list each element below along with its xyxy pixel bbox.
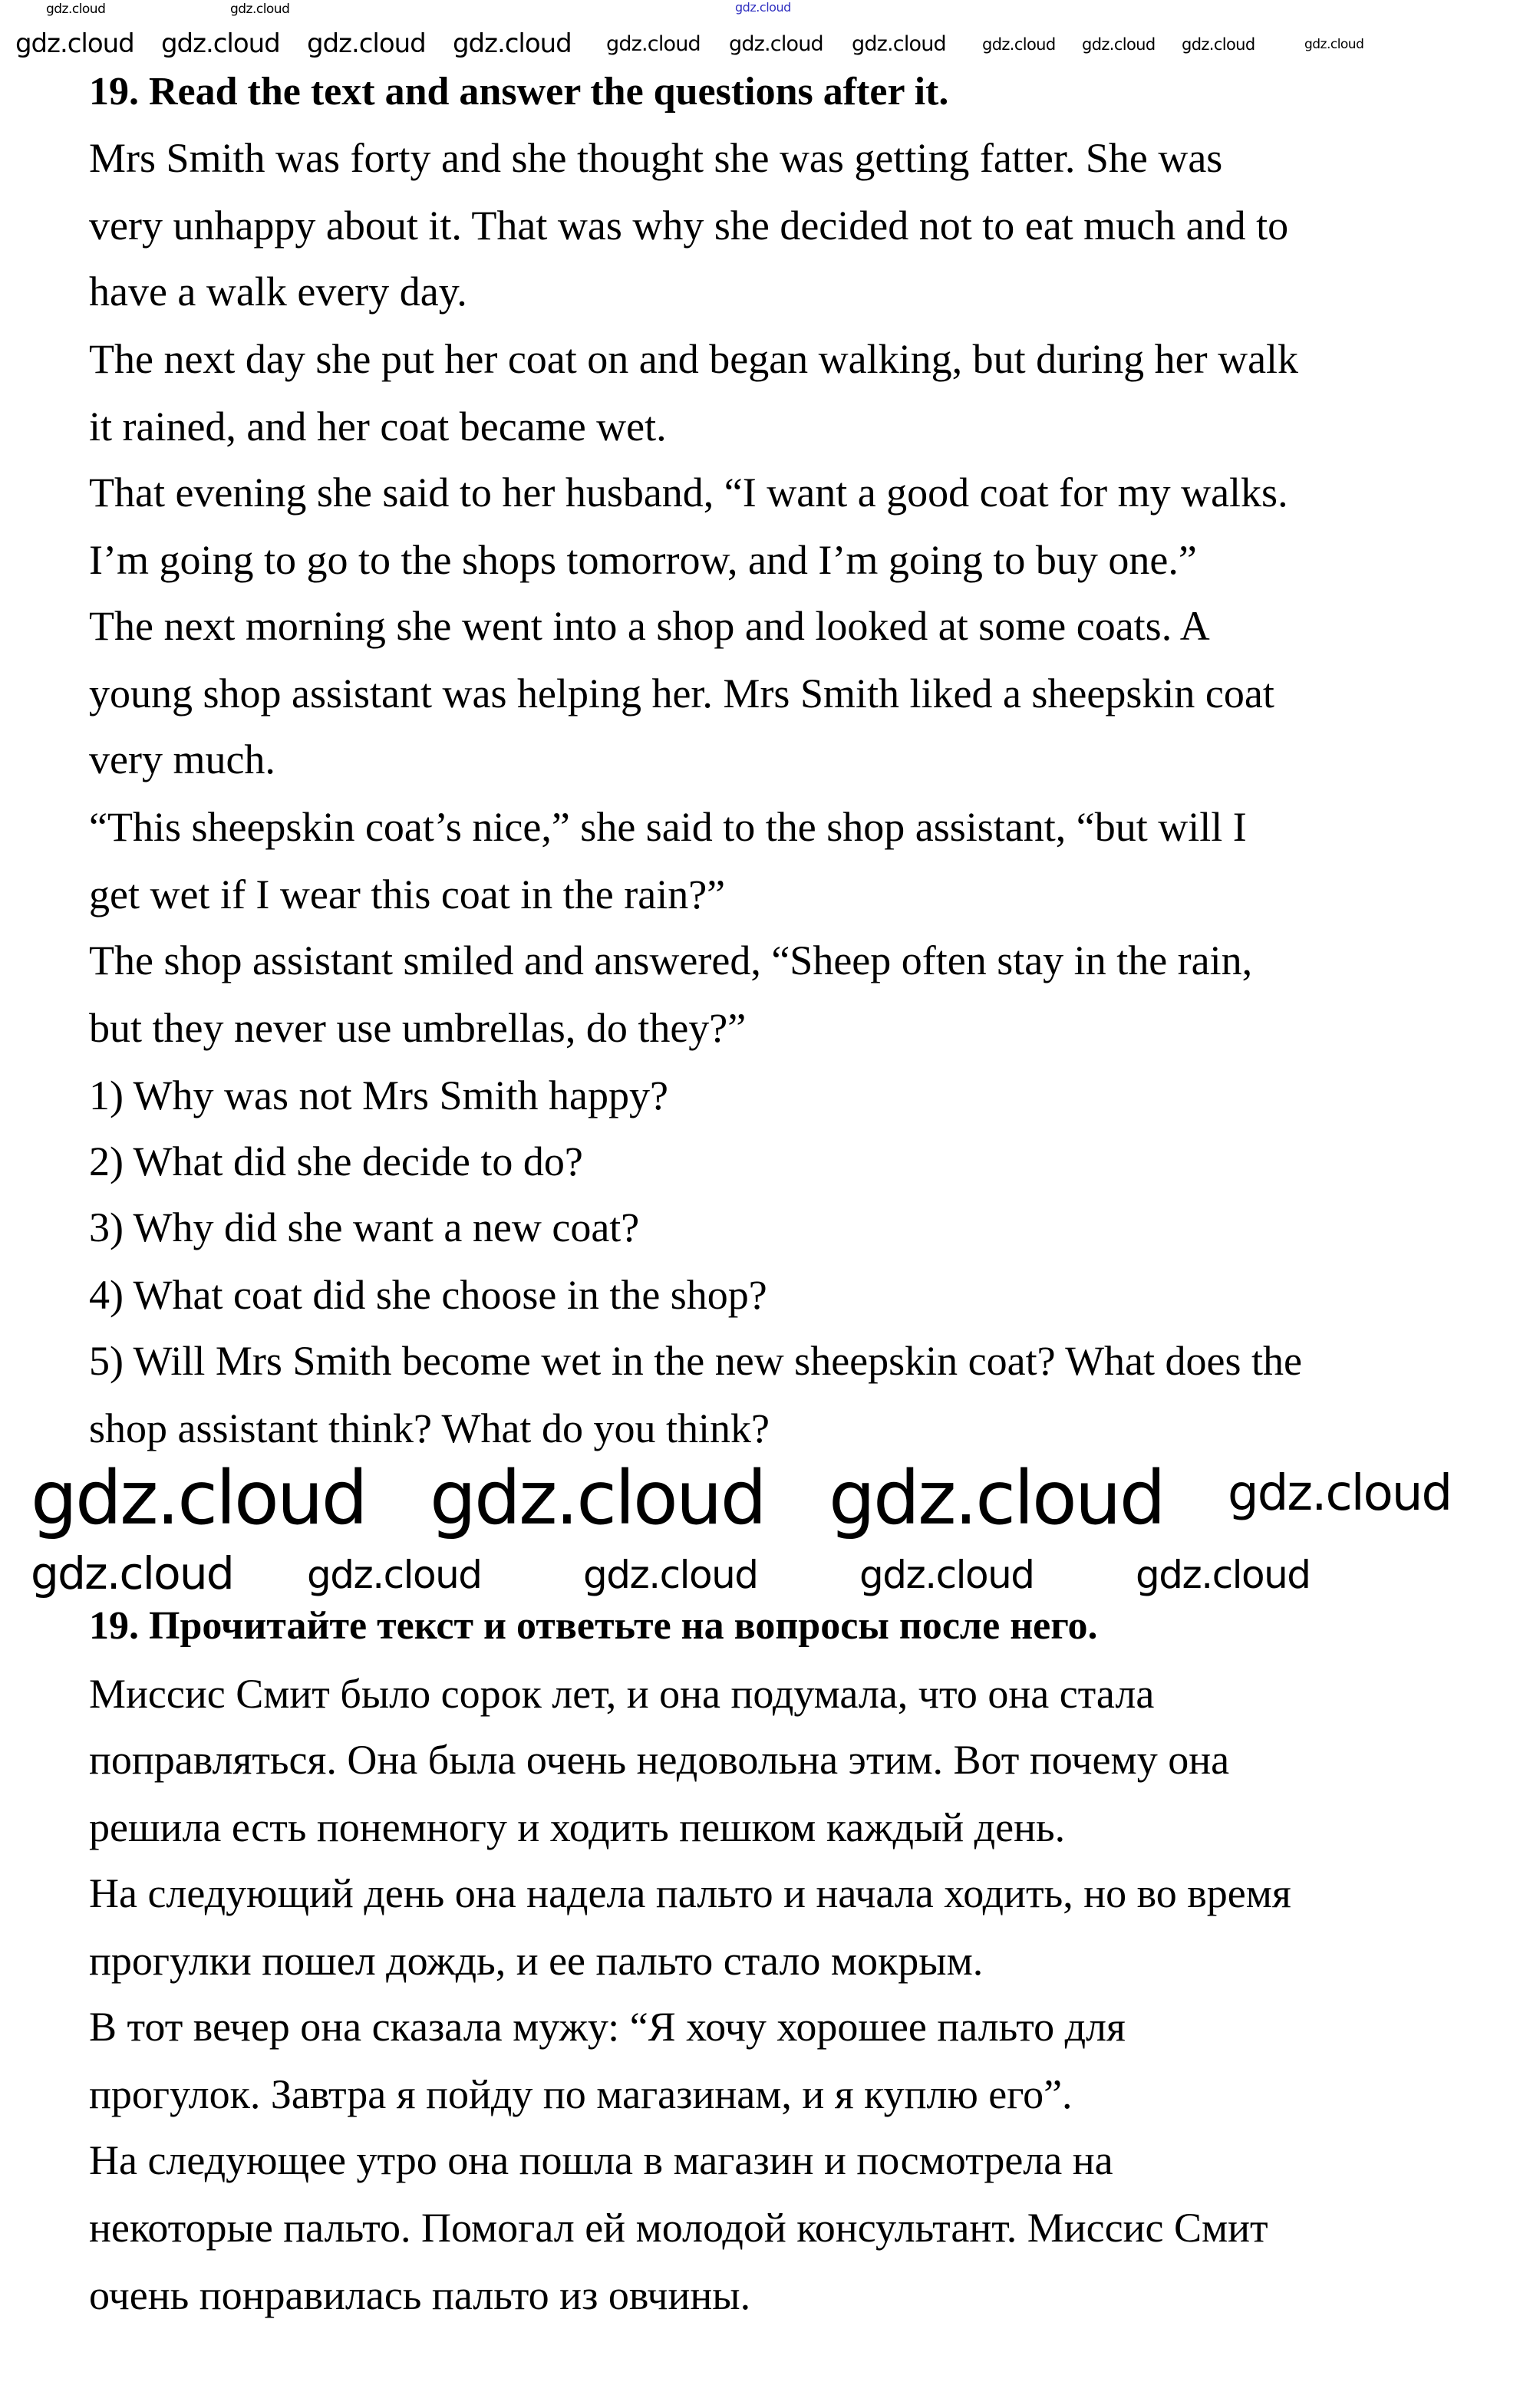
text-line: I’m going to go to the shops tomorrow, and I’m going to buy one.” [89, 537, 1197, 583]
watermark: gdz.cloud [161, 28, 280, 59]
text-line: решила есть понемногу и ходить пешком каждый день. [89, 1804, 1066, 1850]
text-line: The next day she put her coat on and began walking, but during her walk [89, 336, 1299, 382]
text-line: young shop assistant was helping her. Mrs Smith liked a sheepskin coat [89, 670, 1274, 716]
question-5: 5) Will Mrs Smith become wet in the new sheepskin coat? What does the [89, 1338, 1302, 1384]
watermark: gdz.cloud [15, 28, 134, 59]
watermark: gdz.cloud [1228, 1465, 1452, 1522]
watermark: gdz.cloud [1304, 37, 1364, 52]
exercise-title-translation: 19. Прочитайте текст и ответьте на вопросы после него. [89, 1604, 1098, 1648]
watermark: gdz.cloud [1082, 35, 1156, 54]
watermark: gdz.cloud [735, 0, 791, 15]
watermark: gdz.cloud [606, 32, 701, 56]
text-line: На следующее утро она пошла в магазин и посмотрела на [89, 2137, 1113, 2183]
watermark: gdz.cloud [852, 32, 946, 56]
text-line: На следующий день она надела пальто и начала ходить, но во время [89, 1870, 1291, 1916]
watermark: gdz.cloud [829, 1455, 1164, 1541]
text-line: shop assistant think? What do you think? [89, 1405, 770, 1451]
text-line: The shop assistant smiled and answered, “Sheep often stay in the rain, [89, 937, 1253, 983]
question-4: 4) What coat did she choose in the shop? [89, 1272, 767, 1318]
watermark: gdz.cloud [1136, 1553, 1311, 1597]
text-line: Mrs Smith was forty and she thought she was getting fatter. She was [89, 135, 1223, 181]
text-line: В тот вечер она сказала мужу: “Я хочу хорошее пальто для [89, 2004, 1126, 2050]
watermark: gdz.cloud [430, 1455, 765, 1541]
text-line: некоторые пальто. Помогал ей молодой консультант. Миссис Смит [89, 2205, 1268, 2251]
watermark: gdz.cloud [859, 1553, 1034, 1597]
watermark: gdz.cloud [453, 28, 572, 59]
text-line: Миссис Смит было сорок лет, и она подумала, что она стала [89, 1671, 1155, 1717]
watermark: gdz.cloud [583, 1553, 758, 1597]
text-line: get wet if I wear this coat in the rain?” [89, 871, 726, 917]
text-line: but they never use umbrellas, do they?” [89, 1005, 747, 1051]
exercise-title: 19. Read the text and answer the questions after it. [89, 70, 949, 114]
question-1: 1) Why was not Mrs Smith happy? [89, 1072, 668, 1118]
text-line: very unhappy about it. That was why she decided not to eat much and to [89, 203, 1289, 249]
text-line: have a walk every day. [89, 268, 467, 315]
watermark: gdz.cloud [230, 2, 290, 17]
question-3: 3) Why did she want a new coat? [89, 1204, 640, 1250]
text-line: прогулки пошел дождь, и ее пальто стало мокрым. [89, 1938, 984, 1984]
watermark: gdz.cloud [982, 35, 1056, 54]
text-line: “This sheepskin coat’s nice,” she said to the shop assistant, “but will I [89, 804, 1247, 850]
watermark: gdz.cloud [46, 2, 106, 17]
question-2: 2) What did she decide to do? [89, 1138, 583, 1184]
watermark: gdz.cloud [1182, 35, 1255, 54]
text-line: That evening she said to her husband, “I want a good coat for my walks. [89, 469, 1288, 516]
text-line: прогулок. Завтра я пойду по магазинам, и я куплю его”. [89, 2071, 1073, 2117]
text-line: The next morning she went into a shop and looked at some coats. A [89, 603, 1210, 649]
watermark: gdz.cloud [31, 1547, 233, 1599]
text-line: it rained, and her coat became wet. [89, 404, 667, 450]
watermark: gdz.cloud [729, 32, 823, 56]
watermark: gdz.cloud [307, 28, 426, 59]
watermark: gdz.cloud [31, 1455, 366, 1541]
text-line: очень понравилась пальто из овчины. [89, 2272, 751, 2318]
text-line: very much. [89, 736, 275, 782]
text-line: поправляться. Она была очень недовольна этим. Вот почему она [89, 1737, 1230, 1783]
watermark: gdz.cloud [307, 1553, 482, 1597]
